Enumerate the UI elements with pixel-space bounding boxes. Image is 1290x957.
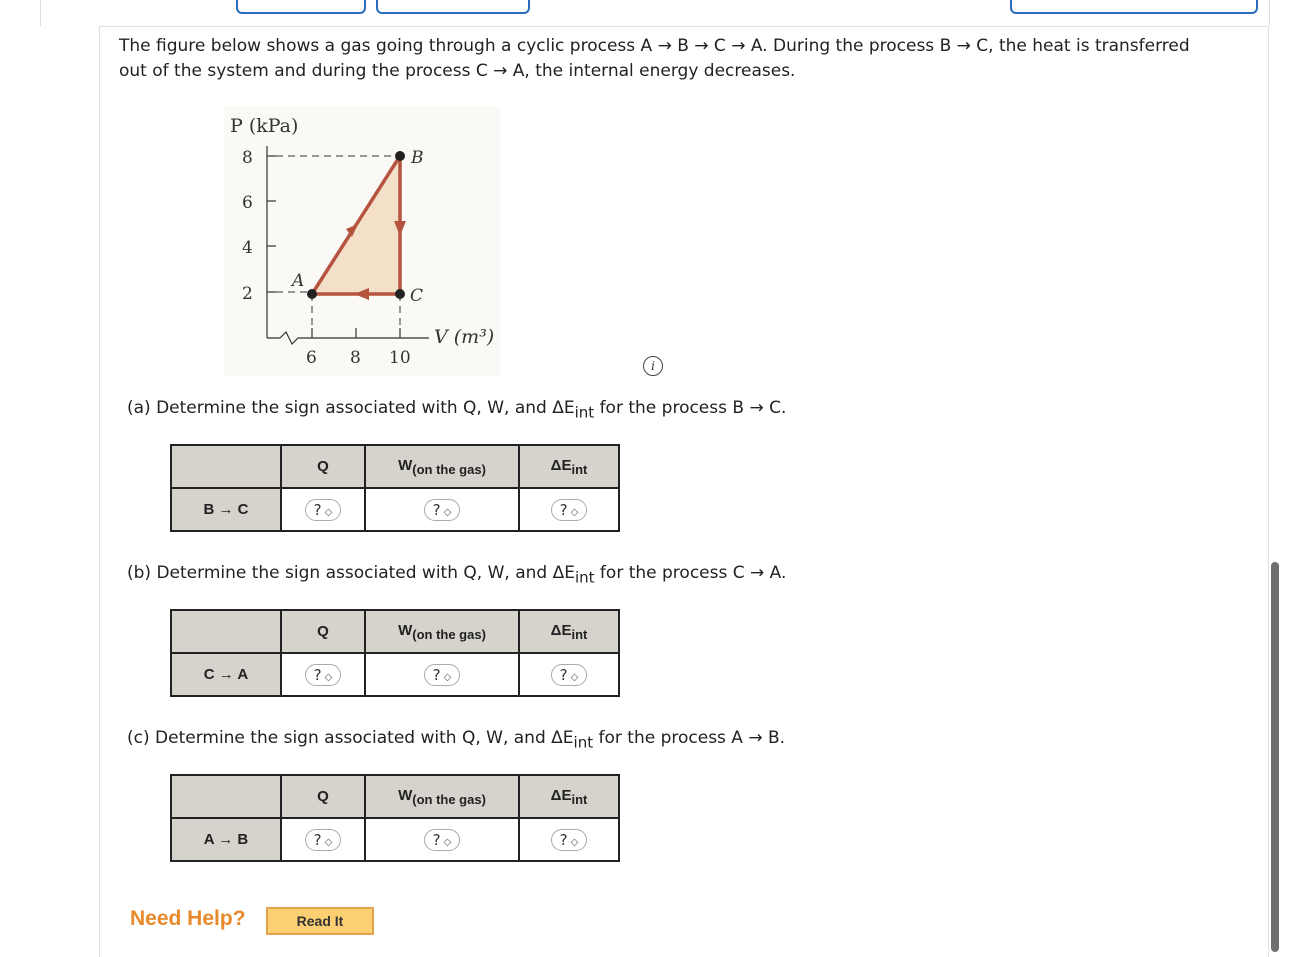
chevron-updown-icon: ◇ (570, 836, 579, 848)
x-tick-label: 10 (389, 348, 411, 368)
top-tab-button-1[interactable] (236, 0, 366, 14)
question-a-suffix: for the process B → C. (594, 398, 787, 418)
question-a-sub: int (574, 403, 595, 422)
header-q: Q (281, 445, 365, 488)
question-a-prefix: (a) Determine the sign associated with Q, W, and ΔE (127, 398, 575, 418)
q-sign-select[interactable]: ? ◇ (305, 664, 342, 686)
problem-statement (119, 34, 1249, 84)
point-b (395, 151, 405, 161)
header-q: Q (281, 775, 365, 818)
y-tick-label: 6 (242, 193, 253, 213)
x-axis (267, 332, 429, 344)
cell-e (519, 488, 619, 531)
problem-line-2: out of the system and during the process C → A, the internal energy decreases. (119, 61, 796, 81)
question-c-sub: int (573, 733, 594, 752)
header-corner (171, 775, 281, 818)
x-tick-label: 8 (350, 348, 361, 368)
question-c-prefix: (c) Determine the sign associated with Q, W, and ΔE (127, 728, 574, 748)
header-w: $W_{(on the gas)}$ (365, 610, 519, 653)
need-help-label: Need Help? (130, 907, 246, 930)
chevron-updown-icon: ◇ (443, 506, 452, 518)
chevron-updown-icon: ◇ (570, 671, 579, 683)
e-sign-select[interactable]: ? ◇ (551, 664, 588, 686)
problem-line-1: The figure below shows a gas going through a cyclic process A → B → C → A. During the process B → C, the heat is transferred (119, 36, 1190, 56)
row-label: C → A (171, 653, 281, 696)
header-w: $W_{(on the gas)}$ (365, 775, 519, 818)
header-corner (171, 610, 281, 653)
header-q: Q (281, 610, 365, 653)
question-b (127, 563, 786, 586)
cell-q (281, 818, 365, 861)
x-tick-label: 6 (306, 348, 317, 368)
question-b-prefix: (b) Determine the sign associated with Q, W, and ΔE (127, 563, 575, 583)
point-c-label: C (410, 286, 424, 306)
w-sign-select[interactable]: ? ◇ (424, 664, 461, 686)
e-sign-select[interactable]: ? ◇ (551, 499, 588, 521)
q-sign-select[interactable]: ? ◇ (305, 499, 342, 521)
chevron-updown-icon: ◇ (443, 671, 452, 683)
y-tick-label: 8 (242, 148, 253, 168)
sign-table-c (170, 774, 620, 862)
sign-table-b (170, 609, 620, 697)
x-axis-label: V (m³) (434, 326, 495, 348)
cell-w (365, 818, 519, 861)
row-label: B → C (171, 488, 281, 531)
y-tick-label: 2 (242, 284, 253, 304)
row-label: A → B (171, 818, 281, 861)
point-c (395, 289, 405, 299)
cell-w (365, 653, 519, 696)
y-axis-label: P (kPa) (230, 115, 299, 137)
top-tab-button-3[interactable] (1010, 0, 1258, 14)
chevron-updown-icon: ◇ (324, 836, 333, 848)
q-sign-select[interactable]: ? ◇ (305, 829, 342, 851)
question-c-suffix: for the process A → B. (593, 728, 786, 748)
cell-e (519, 653, 619, 696)
chevron-updown-icon: ◇ (570, 506, 579, 518)
w-sign-select[interactable]: ? ◇ (424, 499, 461, 521)
y-tick-label: 4 (242, 238, 253, 258)
cell-w (365, 488, 519, 531)
question-a (127, 398, 786, 421)
pv-diagram-svg (224, 106, 500, 376)
sign-table-a (170, 444, 620, 532)
chevron-updown-icon: ◇ (324, 506, 333, 518)
chevron-updown-icon: ◇ (324, 671, 333, 683)
question-c (127, 728, 785, 751)
point-a (307, 289, 317, 299)
point-a-label: A (292, 271, 305, 291)
pv-diagram (224, 106, 500, 376)
question-b-suffix: for the process C → A. (594, 563, 787, 583)
header-corner (171, 445, 281, 488)
chevron-updown-icon: ◇ (443, 836, 452, 848)
cell-e (519, 818, 619, 861)
point-b-label: B (411, 148, 424, 168)
w-sign-select[interactable]: ? ◇ (424, 829, 461, 851)
scrollbar-thumb[interactable] (1271, 562, 1279, 952)
info-icon[interactable]: i (643, 356, 663, 376)
header-w: $W_{(on the gas)}$ (365, 445, 519, 488)
cell-q (281, 488, 365, 531)
e-sign-select[interactable]: ? ◇ (551, 829, 588, 851)
header-e: $\Delta E_{int}$ (519, 775, 619, 818)
header-e: $\Delta E_{int}$ (519, 445, 619, 488)
question-b-sub: int (574, 568, 595, 587)
header-e: $\Delta E_{int}$ (519, 610, 619, 653)
cell-q (281, 653, 365, 696)
read-it-button[interactable]: Read It (266, 907, 374, 935)
top-tab-button-2[interactable] (376, 0, 530, 14)
